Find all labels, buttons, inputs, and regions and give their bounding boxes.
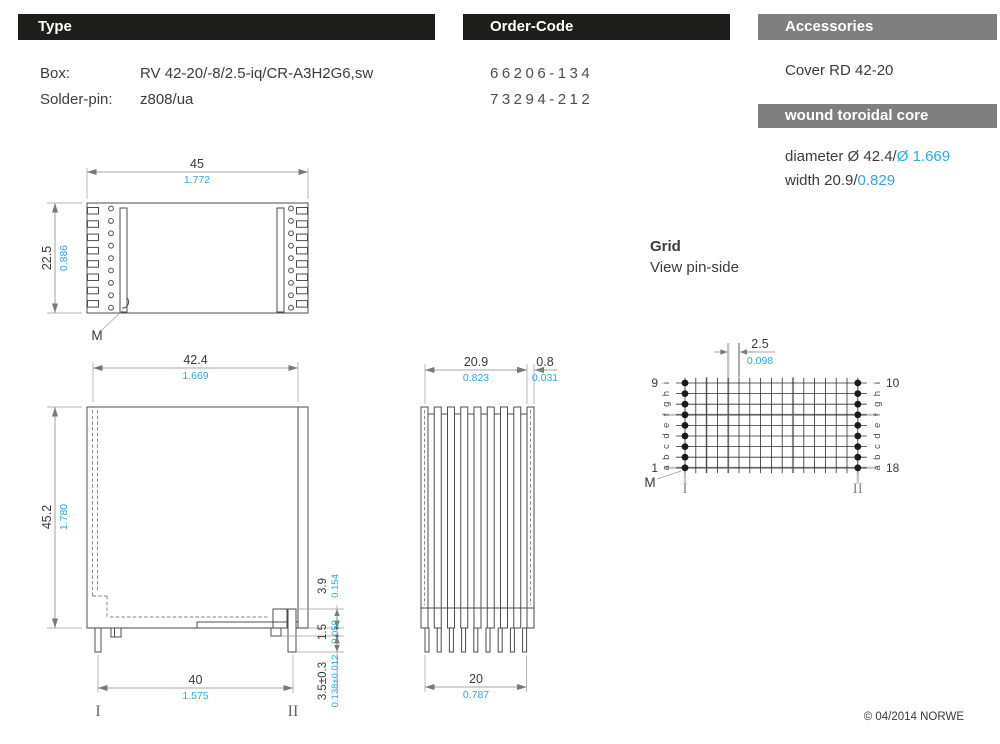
top-view-width-dimension xyxy=(87,157,308,199)
front-view-drawing xyxy=(30,350,380,730)
grid-pin-18: 18 xyxy=(886,461,900,475)
front-view-width-inch: 1.669 xyxy=(182,370,209,382)
front-view-height-mm: 45.2 xyxy=(40,504,54,530)
grid-row-letters-right xyxy=(872,382,883,471)
order-code-list xyxy=(490,61,593,113)
top-view-slot-right xyxy=(277,208,284,312)
svg-text:g: g xyxy=(661,401,672,407)
top-view-m-marker xyxy=(91,310,123,343)
top-view-drawing xyxy=(30,150,320,350)
front-view-step-mm: 3.9 xyxy=(317,578,329,594)
svg-text:g: g xyxy=(872,401,883,407)
top-view-height-dimension xyxy=(40,203,82,313)
front-view-height-inch: 1.780 xyxy=(58,503,70,531)
order-code-header-bar xyxy=(463,14,730,40)
front-view-pin-right xyxy=(288,609,296,652)
wound-toroidal-core-bar xyxy=(758,104,997,128)
front-view-width-dimension xyxy=(93,353,298,402)
type-header-bar xyxy=(18,14,435,40)
side-view-pin-span-mm: 20 xyxy=(469,672,483,686)
front-view-pin-len-inch: 0.138±0.012 xyxy=(330,654,341,708)
svg-text:h: h xyxy=(661,390,672,397)
solder-pin-label: Solder-pin: xyxy=(40,91,113,108)
accessories-header-bar xyxy=(758,14,997,40)
side-view-fin-mm: 0.8 xyxy=(536,355,554,369)
accessories-header-label: Accessories xyxy=(785,18,874,35)
top-view-width-inch: 1.772 xyxy=(183,174,211,186)
type-solder-row xyxy=(40,87,193,113)
grid-title: Grid xyxy=(650,238,681,255)
side-view-pin-span-dimension xyxy=(425,655,527,701)
svg-text:i: i xyxy=(661,381,672,385)
grid-datum-right: II xyxy=(852,481,863,497)
side-view-width-inch: 0.823 xyxy=(462,372,490,384)
side-view-pin-span-inch: 0.787 xyxy=(462,689,490,701)
front-view-width-mm: 42.4 xyxy=(183,353,208,367)
svg-text:h: h xyxy=(872,390,883,397)
grid-pitch-mm: 2.5 xyxy=(751,337,769,351)
toroid-width-row xyxy=(785,172,895,189)
front-view-step-inch: 0.154 xyxy=(330,574,341,598)
svg-text:b: b xyxy=(872,454,883,460)
top-view-height-mm: 22.5 xyxy=(40,245,54,271)
top-view-pin-holes-left xyxy=(109,206,114,310)
side-view-body xyxy=(421,407,534,652)
side-view-width-dimension xyxy=(425,355,558,404)
svg-text:b: b xyxy=(661,454,672,460)
front-view-height-dimension xyxy=(40,407,82,628)
front-view-rim-inch: 0.059 xyxy=(330,620,341,644)
svg-text:a: a xyxy=(661,465,672,471)
top-view-m-label: M xyxy=(91,328,103,343)
front-view-rim-mm: 1.5 xyxy=(317,624,329,640)
solder-pin-value: z808/ua xyxy=(140,91,194,108)
front-view-pin-left xyxy=(95,628,101,652)
front-view-foot-section xyxy=(271,628,281,636)
side-view-pins xyxy=(425,628,527,652)
svg-text:e: e xyxy=(661,422,672,429)
front-view-stud-left xyxy=(111,628,121,637)
grid-m-marker xyxy=(644,471,681,490)
svg-text:f: f xyxy=(661,413,672,417)
top-view-slot-left xyxy=(120,208,127,312)
grid-subtitle: View pin-side xyxy=(650,259,739,276)
front-view-pin-span-dimension xyxy=(95,655,298,720)
accessory-cover: Cover RD 42-20 xyxy=(785,62,894,79)
type-header-label: Type xyxy=(38,18,72,35)
grid-pin-9: 9 xyxy=(651,376,658,390)
toroid-diameter-mm: diameter Ø 42.4/ xyxy=(785,148,897,165)
grid-pin-10: 10 xyxy=(886,376,900,390)
grid-pitch-inch: 0.098 xyxy=(746,355,774,367)
svg-text:a: a xyxy=(872,465,883,471)
front-view-datum-right: II xyxy=(287,703,299,720)
side-view-width-mm: 20.9 xyxy=(463,355,489,369)
toroid-diameter-inch: Ø 1.669 xyxy=(896,148,951,165)
toroid-diameter-row xyxy=(785,148,950,165)
svg-text:i: i xyxy=(872,381,883,385)
svg-text:c: c xyxy=(661,444,672,449)
front-view-body xyxy=(87,407,308,652)
order-code-1: 66206-134 xyxy=(490,65,594,82)
front-view-pin-len-mm: 3.5±0.3 xyxy=(317,661,329,701)
top-view-height-inch: 0.886 xyxy=(58,244,70,272)
box-label: Box: xyxy=(40,65,71,82)
grid-pin-1: 1 xyxy=(651,461,658,475)
box-value: RV 42-20/-8/2.5-iq/CR-A3H2G6,sw xyxy=(140,65,374,82)
type-box-row xyxy=(40,61,373,87)
pin-grid-drawing xyxy=(628,325,958,505)
svg-text:d: d xyxy=(872,433,883,439)
top-view-width-mm: 45 xyxy=(190,157,204,171)
toroid-width-inch: 0.829 xyxy=(857,172,896,189)
top-view-pin-holes-right xyxy=(289,206,294,310)
order-code-header-label: Order-Code xyxy=(490,18,574,35)
svg-text:e: e xyxy=(872,422,883,429)
side-view-fin-inch: 0.031 xyxy=(531,372,559,384)
toroid-width-mm: width 20.9/ xyxy=(785,172,858,189)
front-view-pin-span-inch: 1.575 xyxy=(182,690,209,702)
wound-toroidal-core-label: wound toroidal core xyxy=(785,107,929,124)
grid-pitch-dimension xyxy=(714,337,775,367)
side-view-drawing xyxy=(395,350,600,710)
top-view-body xyxy=(87,203,308,313)
front-view-datum-left: I xyxy=(95,703,101,720)
front-view-pin-span-mm: 40 xyxy=(188,673,203,687)
grid-row-letters-left xyxy=(661,382,672,471)
svg-text:f: f xyxy=(872,413,883,417)
order-code-2: 73294-212 xyxy=(490,91,594,108)
svg-text:d: d xyxy=(661,433,672,439)
grid-datum-left: I xyxy=(682,481,688,497)
copyright-notice: © 04/2014 NORWE xyxy=(863,711,964,723)
svg-text:c: c xyxy=(872,444,883,449)
grid-m-label: M xyxy=(644,475,656,490)
